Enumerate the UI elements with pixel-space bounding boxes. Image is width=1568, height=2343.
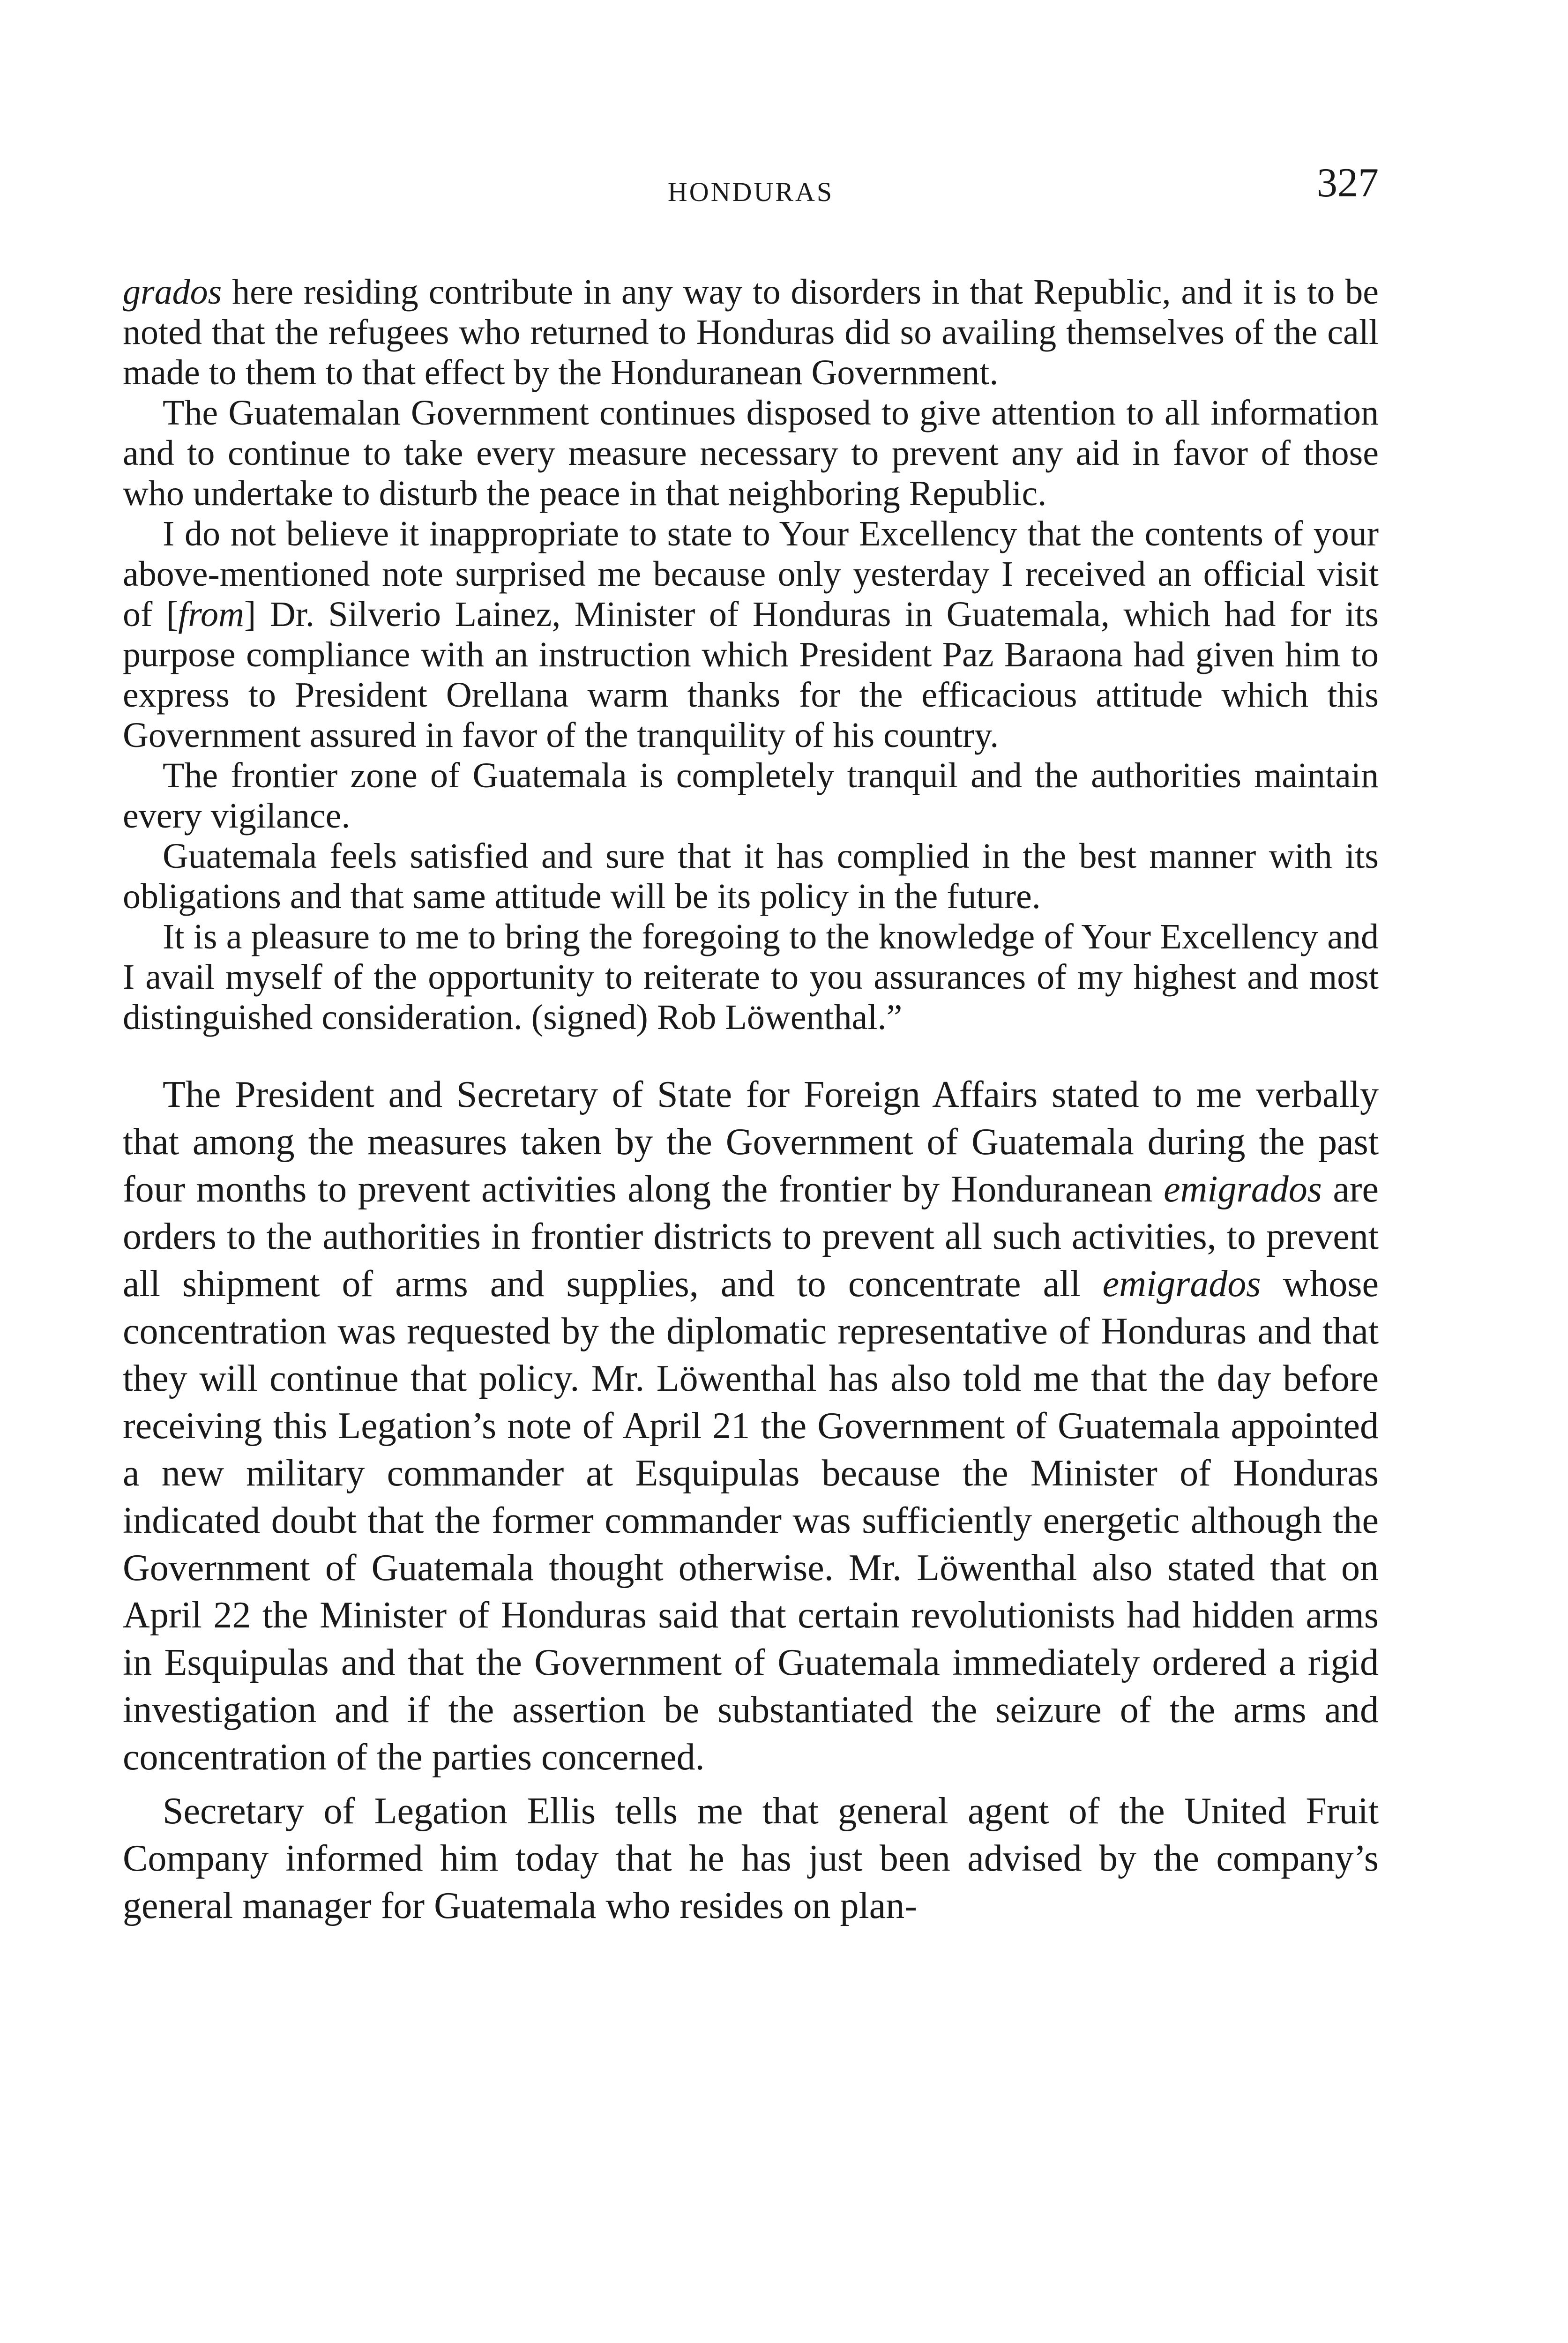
- italic-term: emigrados: [1164, 1169, 1322, 1210]
- body-paragraph: The President and Secretary of State for Foreign Affairs stated to me verbally that among the measures taken by the Government of Guatemala during the past four months to prevent activities along the frontier by Honduranean emigrados are orders to the authorities in frontier districts to prevent all such activities, to prevent all shipment of arms and supplies, and to concentrate all emigrados whose concentration was requested by the diplomatic representative of Honduras and that they will continue that policy. Mr. Löwenthal has also told me that the day before receiving this Legation’s note of April 21 the Government of Guatemala appointed a new military commander at Esquipulas because the Minister of Honduras indicated doubt that the former commander was sufficiently energetic although the Government of Guatemala thought otherwise. Mr. Löwenthal also stated that on April 22 the Minister of Honduras said that certain revolutionists had hidden arms in Esquipulas and that the Government of Guatemala immediately ordered a rigid investigation and if the assertion be substantiated the seizure of the arms and concentration of the parties concerned.: [123, 1074, 1379, 1778]
- italic-term: emigrados: [1102, 1263, 1261, 1305]
- body-text: [123, 1071, 1379, 1930]
- quote-paragraph: Guatemala feels satisfied and sure that it has complied in the best manner with its obligations and that same attitude will be its policy in the future.: [123, 836, 1379, 916]
- quote-paragraph: grados here residing contribute in any way to disorders in that Republic, and it is to be noted that the refugees who returned to Honduras did so availing themselves of the call made to them to that effect by the Honduranean Government.: [123, 272, 1379, 392]
- quote-paragraph: It is a pleasure to me to bring the foregoing to the knowledge of Your Excellency and I avail myself of the opportunity to reiterate to you assurances of my highest and most distinguished consideration. (signed) Rob Löwenthal.”: [123, 917, 1379, 1037]
- italic-term: from: [178, 595, 244, 634]
- quote-paragraph: I do not believe it inappropriate to state to Your Excellency that the contents of your above-mentioned note surprised me because only yesterday I received an official visit of [from] Dr. Silverio Lainez, Minister of Honduras in Guatemala, which had for its purpose compliance with an instruction which President Paz Baraona had given him to express to President Orellana warm thanks for the efficacious attitude which this Government assured in favor of the tranquility of his country.: [123, 514, 1379, 755]
- quote-paragraph: The Guatemalan Government continues disposed to give attention to all information and to continue to take every measure necessary to prevent any aid in favor of those who undertake to disturb the peace in that neighboring Republic.: [123, 393, 1379, 513]
- italic-term: grados: [123, 272, 222, 312]
- quoted-note: [123, 272, 1379, 1037]
- running-title: HONDURAS: [667, 177, 834, 207]
- page-number: 327: [1317, 160, 1379, 206]
- page-header: [123, 159, 1379, 230]
- body-paragraph: Secretary of Legation Ellis tells me that general agent of the United Fruit Company informed him today that he has just been advised by the company’s general manager for Guatemala who resides on plan-: [123, 1791, 1379, 1926]
- document-page: [123, 159, 1379, 1936]
- quote-paragraph: The frontier zone of Guatemala is completely tranquil and the authorities maintain every vigilance.: [123, 756, 1379, 836]
